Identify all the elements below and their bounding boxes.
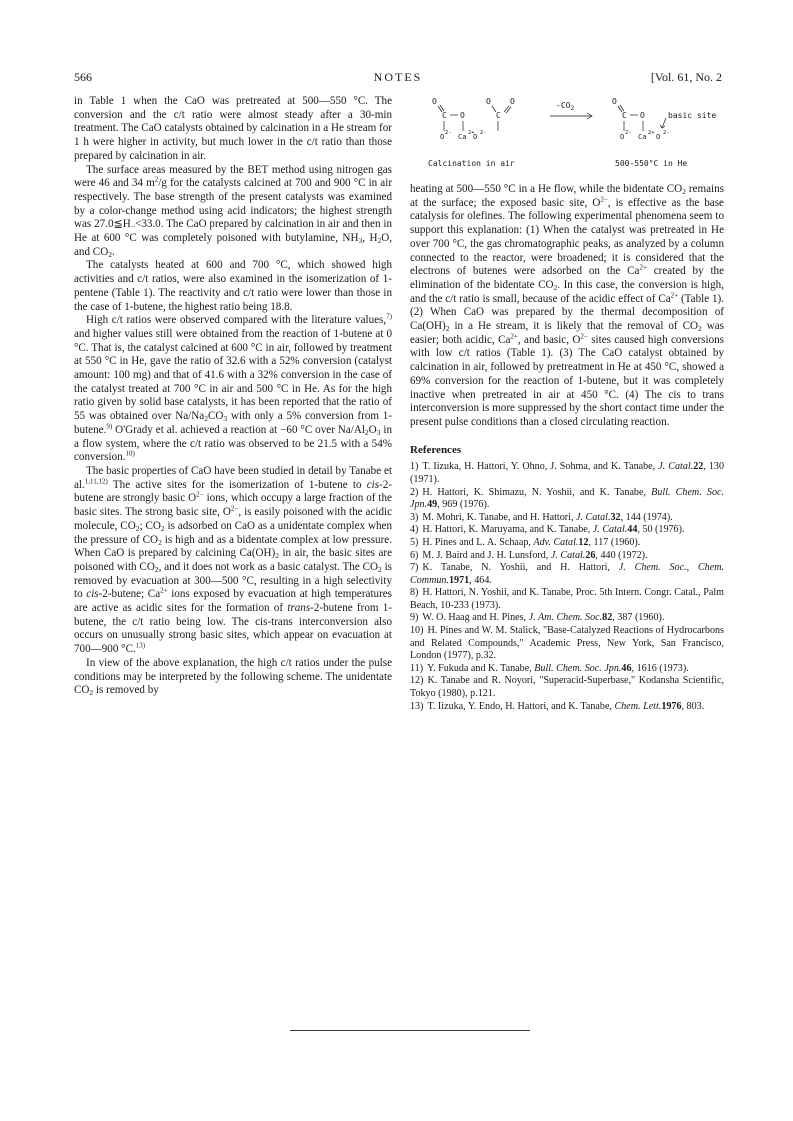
- reference-item: 5) H. Pines and L. A. Schaap, Adv. Catal.12, 117 (1960).: [410, 536, 641, 548]
- svg-text:O: O: [440, 133, 445, 141]
- reference-item: 10) H. Pines and W. M. Stalick, "Base-Catalyzed Reactions of Hydrocarbons and Related Compounds," Academic Press, New York, San Francisco, London (1977), p.32.: [410, 625, 724, 662]
- reference-item: 6) M. J. Baird and J. H. Lunsford, J. Catal.26, 440 (1972).: [410, 549, 648, 561]
- svg-text:Ca: Ca: [638, 133, 647, 141]
- page-number: 566: [74, 70, 92, 84]
- references-heading: References: [410, 443, 462, 456]
- svg-text:2+: 2+: [468, 130, 475, 136]
- reference-item: 9) W. O. Haag and H. Pines, J. Am. Chem. Soc.82, 387 (1960).: [410, 612, 665, 624]
- svg-text:O: O: [460, 111, 465, 120]
- reference-item: 2) H. Hattori, K. Shimazu, N. Yoshii, and K. Tanabe, Bull. Chem. Soc. Jpn.49, 969 (1976).: [410, 486, 725, 511]
- svg-text:O: O: [620, 133, 625, 141]
- reference-item: 12) K. Tanabe and R. Noyori, "Superacid-Superbase," Kodansha Scientific, Tokyo (1980), p.121.: [410, 675, 724, 700]
- reference-list: [410, 461, 724, 713]
- svg-text:O: O: [612, 97, 617, 106]
- paragraph: In view of the above explanation, the high c/t ratios under the pulse conditions may be interpreted by the following scheme. The unidentate $CO_2$ is removed by: [74, 656, 392, 698]
- svg-text:2-: 2-: [445, 130, 452, 136]
- paragraph: The basic properties of CaO have been studied in detail by Tanabe et al.$^{1,11,12)}$ The active sites for the isomerization of 1-butene to cis-2-butene are strongly basic $O^{2-}$ ions, which occupy a large fraction of the basic sites. The strong basic site, $O^{2-}$, is easily poisoned with the acidic molecule, $CO_2$; $CO_2$ is adsorbed on CaO as a unidentate complex when the pressure of $CO_2$ is high and as a bidentate complex at low pressure. When CaO is prepared by calcining $Ca(OH)_2$ in air, the basic sites are poisoned with $CO_2$, and it does not work as a basic catalyst. The $CO_2$ is removed by evacuation at 300—500 °C, resulting in a high selectivity to cis-2-butene; $Ca^{2+}$ ions exposed by evacuation at high temperatures are active as acidic sites for the formation of trans-2-butene from 1-butene, the c/t ratio being low. The cis-trans interconversion also occurs on unusually strong basic sites, which appear on evacuation at 700—900 °C.$^{13)}$: [74, 464, 393, 656]
- paragraph: heating at 500—550 °C in a He flow, while the bidentate $CO_2$ remains at the surface; the exposed basic site, $O^{2-}$, is effective as the base catalysis for olefines. The following experimental phenomena seem to support this explanation: (1) When the catalyst was pretreated in He over 700 °C, the gas chromatographic peaks, as analyzed by a column connected to the reactor, were broadened; it is considered that the electrons of butenes were adsorbed on the $Ca^{2+}$ created by the elimination of the bidentate $CO_2$. In this case, the conversion is high, and the c/t ratio is small, because of the acidic effect of $Ca^{2+}$ (Table 1). (2) When CaO was prepared by the thermal decomposition of $Ca(OH)_2$ in a He stream, it is likely that the removal of $CO_2$ was easier; both acidic, $Ca^{2+}$, and basic, $O^{2-}$ sites caused high conversions with low c/t ratios (Table 1). (3) The CaO catalyst obtained by calcination in air, followed by pretreatment in He at 450 °C, showed a 69% conversion for the reaction of 1-butene, but it was completely inactive when pretreated in air at 450 °C. (4) The cis to trans interconversion is more suppressed by the short contact time under the present pulse conditions than a closed circulating reaction.: [410, 183, 725, 428]
- co2-loss-label: $-CO_2$: [556, 101, 575, 112]
- reference-item: 1) T. Iizuka, H. Hattori, Y. Ohno, J. Sohma, and K. Tanabe, J. Catal.22, 130 (1971).: [410, 461, 724, 485]
- svg-text:2-: 2-: [663, 130, 670, 136]
- volume-info: [Vol. 61, No. 2: [650, 70, 722, 84]
- left-caption: Calcination in air: [428, 159, 515, 168]
- reference-item: 8) H. Hattori, N. Yoshii, and K. Tanabe, Proc. 5th Intern. Congr. Catal., Palm Beach, 10-233 (1973).: [410, 587, 724, 611]
- paragraph: in Table 1 when the CaO was pretreated at 500—550 °C. The conversion and the c/t ratio were almost steady after a 30-min treatment. The CaO catalysts obtained by calcination in a He stream for 1 h were higher in activity, but much lower in the c/t ratio than those prepared by calcination in air.: [74, 95, 392, 162]
- reference-item: 13) T. Iizuka, Y. Endo, H. Hattori, and K. Tanabe, Chem. Lett.1976, 803.: [410, 700, 705, 712]
- left-column: [74, 95, 392, 698]
- svg-text:O: O: [640, 111, 645, 120]
- svg-text:2+: 2+: [648, 130, 655, 136]
- svg-text:O: O: [486, 97, 491, 106]
- reference-item: 4) H. Hattori, K. Maruyama, and K. Tanabe, J. Catal.44, 50 (1976).: [410, 524, 685, 536]
- running-header: [74, 70, 722, 86]
- reference-item: 7) K. Tanabe, N. Yoshii, and H. Hattori, J. Chem. Soc., Chem. Commun.1971, 464.: [410, 562, 725, 586]
- svg-text:Ca: Ca: [458, 133, 467, 141]
- svg-text:O: O: [510, 97, 515, 106]
- right-caption: 500-550°C in He: [615, 159, 688, 168]
- svg-text:O: O: [656, 133, 661, 141]
- reaction-scheme: [410, 94, 724, 170]
- basic-site-label: basic site: [668, 111, 717, 120]
- reference-item: 11) Y. Fukuda and K. Tanabe, Bull. Chem. Soc. Jpn.46, 1616 (1973).: [410, 662, 689, 674]
- paragraph: The catalysts heated at 600 and 700 °C, which showed high activities and c/t ratios, were also examined in the isomerization of 1-pentene (Table 1). The reactivity and c/t ratio were lower than those in the case of 1-butene, the highest ratio being 18.8.: [74, 259, 392, 313]
- svg-text:O: O: [432, 97, 437, 106]
- end-rule: [290, 1030, 530, 1031]
- svg-text:C: C: [496, 111, 501, 120]
- svg-text:C: C: [622, 111, 627, 120]
- svg-text:C: C: [442, 111, 447, 120]
- paragraph: High c/t ratios were observed compared with the literature values,$^{7)}$ and higher values still were obtained from the reaction of 1-butene at 0 °C. That is, the catalyst calcined at 600 °C in air, followed by treatment at 550 °C in He, gave the ratio of 32.6 with a 52% conversion (catalyst amount: 100 mg) and that of 41.6 with a 32% conversion in the case of the catalyst treated at 700 °C in air and 500 °C in He. As for the high ratio given by solid base catalysts, it has been reported that the ratio of 55 was obtained over $Na/Na_2CO_3$ with only a 5% conversion from 1-butene.$^{9)}$ O'Grady et al. achieved a reaction at −60 °C over $Na/Al_2O_3$ in a flow system, where the c/t ratio was observed to be 21.5 with a 54% conversion.$^{10)}$: [74, 312, 392, 464]
- paragraph: The surface areas measured by the BET method using nitrogen gas were 46 and 34 $m^2/g$ for the catalysts calcined at 700 and 900 °C in air respectively. The base strength of the present catalysts was examined by a color-change method using acid indicators; the highest strength was $27.0≦H_-<33.0$. The CaO prepared by calcination in air and then in He at 600 °C was completely poisoned with butylamine, $NH_3$, $H_2O$, and $CO_2$.: [74, 163, 393, 259]
- reference-item: 3) M. Mohri, K. Tanabe, and H. Hattori, J. Catal.32, 144 (1974).: [410, 511, 673, 523]
- svg-text:2-: 2-: [480, 130, 487, 136]
- svg-text:2-: 2-: [625, 130, 632, 136]
- right-column: [410, 183, 724, 713]
- svg-text:O: O: [473, 133, 478, 141]
- running-title: NOTES: [373, 70, 423, 84]
